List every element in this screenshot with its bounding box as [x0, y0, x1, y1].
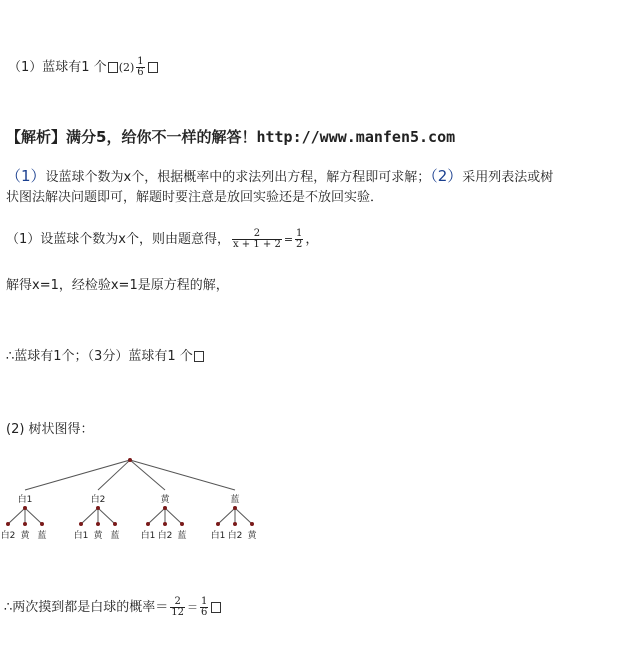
fraction-numerator: 1 [201, 596, 208, 607]
tree-branch [165, 508, 182, 524]
fraction-denominator: 12 [171, 607, 185, 618]
tree-branch [98, 508, 115, 524]
step-1-text: （1）设蓝球个数为x个，则由题意得， [6, 232, 230, 247]
analysis-line-1 [6, 165, 553, 186]
tree-node [23, 506, 27, 510]
missing-glyph-icon [148, 62, 158, 73]
tree-label: 白2 [157, 531, 173, 541]
tree-label: 白1 [140, 531, 156, 541]
step-1-rhs-fraction [295, 229, 303, 250]
fraction-numerator: 1 [296, 228, 303, 239]
conclusion [4, 596, 222, 618]
tree-node [128, 458, 132, 462]
tree-label: 黄 [93, 531, 103, 541]
step-3-text: ∴蓝球有1个；（3分）蓝球有1 个 [6, 349, 193, 364]
tree-label: 蓝 [110, 531, 120, 541]
tree-branch [148, 508, 165, 524]
missing-glyph-icon [211, 602, 221, 613]
tree-branch [81, 508, 98, 524]
tree-node [233, 506, 237, 510]
fraction-denominator: 6 [137, 67, 144, 78]
answer-prefix: （1）蓝球有1 个 [8, 60, 107, 75]
tree-node [96, 506, 100, 510]
tree-label: 蓝 [177, 531, 187, 541]
step-3 [6, 345, 205, 364]
analysis-label: 【解析】满分5，给你不一样的解答！ [6, 128, 257, 146]
tree-node [180, 522, 184, 526]
tree-node [233, 522, 237, 526]
analysis-line-2: 状图法解决问题即可，解题时要注意是放回实验还是不放回实验． [6, 190, 384, 205]
answer-line [8, 56, 159, 78]
tree-node [250, 522, 254, 526]
tree-label: 白2 [0, 531, 16, 541]
fraction-denominator: 2 [296, 239, 303, 250]
tree-label: 黄 [20, 531, 30, 541]
tree-node [163, 506, 167, 510]
equals-sign: ＝ [187, 601, 199, 614]
missing-glyph-icon [194, 351, 204, 362]
tree-label: 白1 [210, 531, 226, 541]
tree-node [96, 522, 100, 526]
tree-label: 白2 [90, 495, 106, 505]
tree-label: 白1 [73, 531, 89, 541]
tree-node [6, 522, 10, 526]
analysis-header [6, 126, 455, 147]
tree-node [79, 522, 83, 526]
tree-node [216, 522, 220, 526]
tree-branch [130, 460, 235, 490]
tree-label: 白1 [17, 495, 33, 505]
equals-sign: = [283, 233, 294, 246]
answer-fraction [136, 57, 144, 78]
tree-label: 白2 [227, 531, 243, 541]
analysis-text-1: 设蓝球个数为x个，根据概率中的求法列出方程，解方程即可求解； [45, 170, 431, 185]
conclusion-text: ∴两次摸到都是白球的概率＝ [4, 600, 169, 615]
tree-branch [25, 508, 42, 524]
tree-node [40, 522, 44, 526]
analysis-url: http://www.manfen5.com [256, 128, 456, 146]
tree-branch [235, 508, 252, 524]
step-1 [6, 228, 318, 250]
fraction-numerator: 1 [137, 56, 144, 67]
fraction-denominator: x + 1 + 2 [232, 239, 281, 250]
step-1-comma: ， [305, 232, 319, 247]
analysis-text-2: 采用列表法或树 [462, 170, 554, 185]
tree-branch [8, 508, 25, 524]
missing-glyph-icon [108, 62, 118, 73]
tree-label: 黄 [247, 531, 257, 541]
tree-node [23, 522, 27, 526]
tree-node [146, 522, 150, 526]
tree-diagram [0, 452, 280, 552]
tree-branch [218, 508, 235, 524]
tree-label: 蓝 [230, 495, 240, 505]
answer-part2: (2) [118, 61, 135, 74]
tree-node [113, 522, 117, 526]
step-2: 解得x=1，经检验x=1是原方程的解， [6, 278, 229, 293]
analysis-num-1: （1） [6, 167, 46, 185]
fraction-denominator: 6 [201, 607, 208, 618]
tree-label: 黄 [160, 495, 170, 505]
conclusion-fraction-2 [200, 597, 208, 618]
tree-label: 蓝 [37, 531, 47, 541]
fraction-numerator: 2 [253, 228, 261, 239]
step-1-lhs-fraction [232, 229, 282, 250]
tree-node [163, 522, 167, 526]
fraction-numerator: 2 [174, 596, 181, 607]
analysis-num-2: （2） [430, 167, 463, 185]
conclusion-fraction-1 [170, 597, 185, 618]
tree-title: (2) 树状图得： [6, 422, 94, 437]
